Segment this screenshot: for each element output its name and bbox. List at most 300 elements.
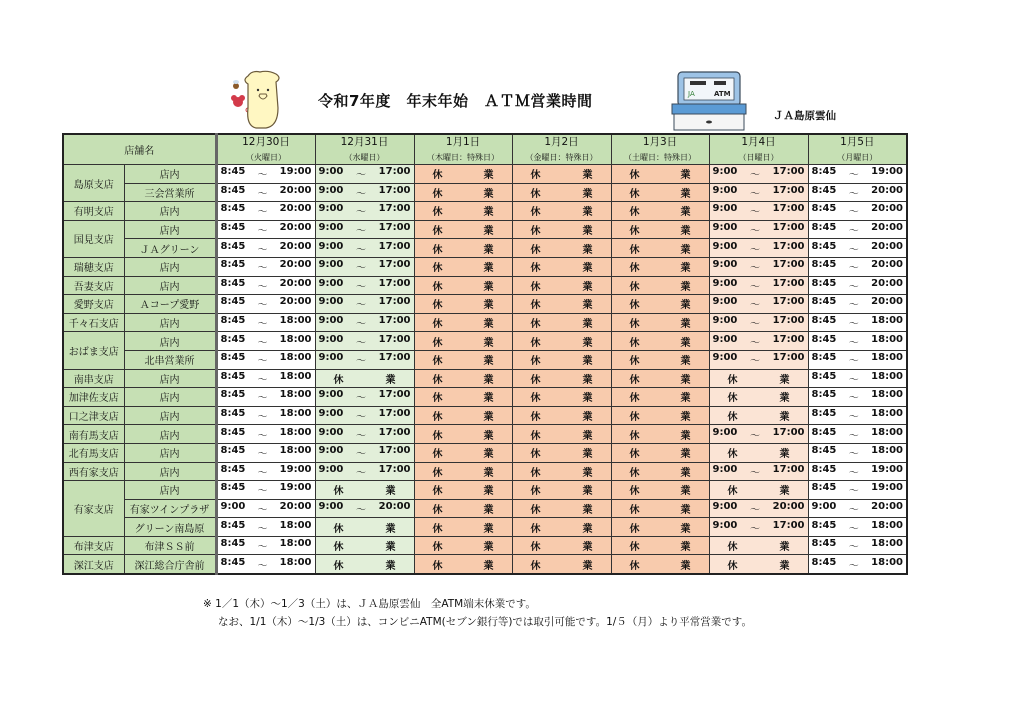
day-weekday: （月曜日）	[837, 153, 878, 162]
hours-cell	[808, 481, 907, 500]
close-time: 19:00	[279, 463, 312, 475]
open-time: 8:45	[811, 556, 837, 568]
closed-label: 業	[582, 412, 593, 424]
closed-cell	[315, 536, 414, 555]
closed-cell	[512, 220, 611, 239]
closed-label: 業	[680, 486, 691, 498]
atm-hours-table	[62, 133, 908, 575]
table-row	[63, 499, 907, 518]
hours-cell	[315, 183, 414, 202]
tilde: ～	[848, 170, 859, 182]
table-row	[63, 518, 907, 537]
hours-cell	[808, 257, 907, 276]
open-time: 9:00	[318, 296, 344, 308]
store-name: 口之津支店	[63, 406, 124, 425]
closed-cell	[709, 536, 808, 555]
svg-text:ATM: ATM	[714, 90, 731, 98]
open-time: 9:00	[318, 333, 344, 345]
closed-cell	[414, 332, 512, 351]
open-time: 8:45	[811, 538, 837, 550]
close-time: 20:00	[871, 277, 903, 289]
hours-cell	[315, 257, 414, 276]
tilde: ～	[848, 374, 859, 386]
closed-label: 休	[530, 281, 541, 293]
hours-cell	[808, 518, 907, 537]
atm-location: 店内	[124, 220, 216, 239]
open-time: 8:45	[220, 296, 246, 308]
close-time: 18:00	[871, 519, 903, 531]
hours-cell	[216, 406, 315, 425]
closed-label: 業	[680, 337, 691, 349]
closed-cell	[414, 462, 512, 481]
table-row	[63, 555, 907, 574]
mascot-dog-icon	[228, 68, 288, 134]
hours-cell	[315, 276, 414, 295]
open-time: 8:45	[811, 184, 837, 196]
tilde: ～	[750, 244, 761, 256]
open-time: 8:45	[220, 315, 246, 327]
close-time: 18:00	[871, 426, 903, 438]
tilde: ～	[848, 393, 859, 405]
closed-label: 業	[680, 393, 691, 405]
header-row	[63, 134, 907, 165]
tilde: ～	[257, 467, 268, 479]
closed-cell	[414, 295, 512, 314]
closed-label: 休	[629, 560, 640, 572]
close-time: 17:00	[378, 463, 411, 475]
closed-label: 業	[385, 486, 396, 498]
closed-cell	[414, 313, 512, 332]
store-name: 千々石支店	[63, 313, 124, 332]
closed-label: 業	[582, 244, 593, 256]
close-time: 17:00	[378, 240, 411, 252]
tilde: ～	[257, 281, 268, 293]
closed-label: 業	[680, 281, 691, 293]
closed-label: 業	[483, 449, 494, 461]
closed-label: 休	[629, 523, 640, 535]
table-row	[63, 425, 907, 444]
hours-cell	[808, 332, 907, 351]
hours-cell	[709, 257, 808, 276]
closed-label: 休	[333, 374, 344, 386]
open-time: 8:45	[811, 240, 837, 252]
closed-label: 業	[582, 504, 593, 516]
close-time: 17:00	[378, 184, 411, 196]
closed-label: 休	[629, 263, 640, 275]
closed-label: 休	[530, 467, 541, 479]
closed-label: 休	[530, 337, 541, 349]
closed-label: 業	[779, 542, 790, 554]
closed-cell	[414, 536, 512, 555]
closed-label: 業	[483, 263, 494, 275]
hours-cell	[315, 443, 414, 462]
closed-label: 休	[432, 170, 443, 182]
closed-label: 休	[432, 300, 443, 312]
day-date: 1月1日	[445, 136, 481, 148]
closed-label: 業	[680, 300, 691, 312]
closed-label: 休	[727, 486, 738, 498]
open-time: 9:00	[318, 222, 344, 234]
tilde: ～	[257, 319, 268, 331]
close-time: 17:00	[378, 259, 411, 271]
closed-label: 業	[582, 281, 593, 293]
hours-cell	[315, 202, 414, 221]
closed-label: 業	[582, 542, 593, 554]
hours-cell	[808, 536, 907, 555]
open-time: 9:00	[318, 500, 344, 512]
day-header	[709, 134, 808, 165]
closed-cell	[512, 425, 611, 444]
closed-cell	[611, 202, 709, 221]
table-row	[63, 350, 907, 369]
tilde: ～	[848, 449, 859, 461]
table-row	[63, 369, 907, 388]
closed-cell	[512, 276, 611, 295]
closed-cell	[512, 555, 611, 574]
hours-cell	[216, 443, 315, 462]
atm-location: 店内	[124, 443, 216, 462]
open-time: 9:00	[712, 184, 738, 196]
open-time: 8:45	[220, 370, 246, 382]
day-header	[808, 134, 907, 165]
tilde: ～	[356, 393, 367, 405]
hours-cell	[315, 350, 414, 369]
day-header	[315, 134, 414, 165]
open-time: 9:00	[712, 333, 738, 345]
tilde: ～	[356, 188, 367, 200]
open-time: 9:00	[318, 445, 344, 457]
close-time: 17:00	[378, 389, 411, 401]
closed-label: 休	[432, 393, 443, 405]
tilde: ～	[356, 263, 367, 275]
hours-cell	[709, 183, 808, 202]
hours-cell	[808, 313, 907, 332]
closed-label: 業	[582, 430, 593, 442]
tilde: ～	[848, 504, 859, 516]
open-time: 8:45	[220, 352, 246, 364]
closed-label: 業	[582, 188, 593, 200]
atm-location: 店内	[124, 332, 216, 351]
closed-label: 業	[385, 560, 396, 572]
day-header	[216, 134, 315, 165]
closed-label: 業	[483, 300, 494, 312]
close-time: 19:00	[871, 482, 903, 494]
closed-label: 業	[680, 430, 691, 442]
open-time: 9:00	[712, 259, 738, 271]
closed-label: 休	[432, 207, 443, 219]
close-time: 18:00	[279, 370, 312, 382]
closed-label: 業	[680, 226, 691, 238]
close-time: 18:00	[279, 519, 312, 531]
closed-cell	[709, 369, 808, 388]
close-time: 18:00	[871, 408, 903, 420]
tilde: ～	[257, 226, 268, 238]
open-time: 8:45	[220, 426, 246, 438]
table-row	[63, 481, 907, 500]
atm-location: 布津ＳＳ前	[124, 536, 216, 555]
close-time: 20:00	[871, 222, 903, 234]
closed-label: 業	[680, 263, 691, 275]
atm-location: ＪＡグリーン	[124, 239, 216, 258]
tilde: ～	[257, 393, 268, 405]
closed-label: 休	[333, 542, 344, 554]
closed-label: 業	[483, 170, 494, 182]
close-time: 18:00	[279, 389, 312, 401]
tilde: ～	[257, 486, 268, 498]
closed-cell	[414, 518, 512, 537]
closed-label: 業	[483, 467, 494, 479]
close-time: 17:00	[772, 166, 805, 178]
hours-cell	[709, 425, 808, 444]
hours-cell	[315, 406, 414, 425]
close-time: 20:00	[279, 222, 312, 234]
tilde: ～	[257, 300, 268, 312]
store-name: 西有家支店	[63, 462, 124, 481]
tilde: ～	[356, 412, 367, 424]
hours-cell	[216, 183, 315, 202]
open-time: 8:45	[220, 389, 246, 401]
hours-cell	[709, 276, 808, 295]
day-weekday: （木曜日：特殊日）	[427, 153, 499, 162]
tilde: ～	[257, 207, 268, 219]
closed-label: 業	[680, 356, 691, 368]
open-time: 8:45	[811, 166, 837, 178]
svg-text:JA: JA	[688, 90, 695, 98]
table-row	[63, 388, 907, 407]
tilde: ～	[750, 207, 761, 219]
atm-location: 店内	[124, 406, 216, 425]
closed-cell	[611, 295, 709, 314]
tilde: ～	[750, 300, 761, 312]
closed-label: 休	[530, 449, 541, 461]
close-time: 20:00	[279, 500, 312, 512]
closed-label: 休	[629, 319, 640, 331]
store-name: 瑞穂支店	[63, 257, 124, 276]
closed-label: 業	[680, 244, 691, 256]
closed-label: 業	[385, 374, 396, 386]
closed-cell	[611, 369, 709, 388]
closed-cell	[611, 257, 709, 276]
open-time: 9:00	[712, 463, 738, 475]
closed-cell	[611, 350, 709, 369]
closed-cell	[414, 239, 512, 258]
tilde: ～	[257, 170, 268, 182]
closed-cell	[512, 443, 611, 462]
closed-label: 休	[432, 263, 443, 275]
open-time: 9:00	[318, 277, 344, 289]
closed-label: 業	[680, 449, 691, 461]
open-time: 8:45	[220, 259, 246, 271]
close-time: 17:00	[772, 352, 805, 364]
close-time: 20:00	[279, 203, 312, 215]
tilde: ～	[356, 300, 367, 312]
closed-label: 休	[432, 281, 443, 293]
closed-label: 業	[779, 412, 790, 424]
store-name: 有家支店	[63, 481, 124, 537]
store-name-header: 店舗名	[63, 134, 216, 165]
page-title: 令和7年度 年末年始 ＡＴＭ営業時間	[318, 92, 593, 110]
hours-cell	[315, 239, 414, 258]
close-time: 19:00	[871, 463, 903, 475]
closed-label: 休	[727, 560, 738, 572]
closed-cell	[414, 202, 512, 221]
closed-cell	[611, 462, 709, 481]
day-date: 1月4日	[741, 136, 776, 148]
closed-label: 休	[432, 449, 443, 461]
open-time: 9:00	[318, 426, 344, 438]
tilde: ～	[848, 560, 859, 572]
tilde: ～	[848, 356, 859, 368]
hours-cell	[808, 443, 907, 462]
close-time: 18:00	[279, 538, 312, 550]
closed-label: 休	[629, 281, 640, 293]
tilde: ～	[257, 337, 268, 349]
close-time: 18:00	[871, 333, 903, 345]
hours-cell	[808, 220, 907, 239]
open-time: 9:00	[712, 166, 738, 178]
closed-label: 業	[483, 486, 494, 498]
closed-cell	[512, 239, 611, 258]
hours-cell	[808, 425, 907, 444]
closed-cell	[512, 183, 611, 202]
closed-label: 休	[432, 412, 443, 424]
tilde: ～	[356, 430, 367, 442]
closed-label: 休	[530, 207, 541, 219]
tilde: ～	[848, 430, 859, 442]
organization-name: ＪＡ島原雲仙	[773, 110, 836, 122]
open-time: 8:45	[220, 482, 246, 494]
tilde: ～	[848, 300, 859, 312]
closed-cell	[512, 462, 611, 481]
close-time: 17:00	[772, 315, 805, 327]
close-time: 17:00	[772, 519, 805, 531]
tilde: ～	[750, 263, 761, 275]
closed-cell	[512, 350, 611, 369]
closed-cell	[512, 499, 611, 518]
closed-label: 休	[432, 542, 443, 554]
store-name: 愛野支店	[63, 295, 124, 314]
closed-label: 業	[582, 523, 593, 535]
hours-cell	[709, 239, 808, 258]
closed-cell	[611, 406, 709, 425]
hours-cell	[709, 313, 808, 332]
closed-label: 業	[680, 207, 691, 219]
close-time: 20:00	[378, 500, 411, 512]
hours-cell	[216, 555, 315, 574]
closed-label: 業	[680, 170, 691, 182]
closed-label: 休	[432, 560, 443, 572]
open-time: 9:00	[318, 389, 344, 401]
atm-location: 店内	[124, 425, 216, 444]
close-time: 20:00	[871, 203, 903, 215]
tilde: ～	[257, 430, 268, 442]
open-time: 9:00	[220, 500, 246, 512]
close-time: 20:00	[279, 277, 312, 289]
open-time: 8:45	[220, 240, 246, 252]
open-time: 9:00	[712, 352, 738, 364]
hours-cell	[808, 555, 907, 574]
open-time: 8:45	[811, 370, 837, 382]
closed-cell	[611, 313, 709, 332]
open-time: 8:45	[811, 426, 837, 438]
closed-label: 休	[530, 486, 541, 498]
day-weekday: （水曜日）	[344, 153, 385, 162]
closed-label: 業	[680, 319, 691, 331]
close-time: 17:00	[378, 296, 411, 308]
closed-label: 休	[629, 207, 640, 219]
table-row	[63, 295, 907, 314]
tilde: ～	[257, 523, 268, 535]
tilde: ～	[750, 356, 761, 368]
closed-cell	[414, 350, 512, 369]
closed-label: 業	[582, 449, 593, 461]
closed-label: 休	[629, 486, 640, 498]
closed-label: 休	[432, 374, 443, 386]
atm-location: 店内	[124, 369, 216, 388]
tilde: ～	[750, 170, 761, 182]
closed-cell	[414, 276, 512, 295]
hours-cell	[315, 295, 414, 314]
close-time: 17:00	[772, 296, 805, 308]
closed-label: 休	[530, 356, 541, 368]
closed-cell	[512, 518, 611, 537]
closed-label: 業	[680, 467, 691, 479]
day-header	[512, 134, 611, 165]
atm-location: 店内	[124, 388, 216, 407]
store-name: 島原支店	[63, 165, 124, 202]
closed-label: 業	[483, 281, 494, 293]
hours-cell	[808, 499, 907, 518]
closed-label: 業	[582, 467, 593, 479]
closed-cell	[709, 443, 808, 462]
close-time: 20:00	[871, 500, 903, 512]
closed-label: 業	[385, 542, 396, 554]
day-date: 1月3日	[642, 136, 678, 148]
hours-cell	[709, 165, 808, 184]
tilde: ～	[848, 319, 859, 331]
closed-label: 業	[680, 374, 691, 386]
open-time: 9:00	[318, 352, 344, 364]
closed-label: 業	[483, 244, 494, 256]
closed-label: 休	[727, 374, 738, 386]
closed-cell	[414, 406, 512, 425]
day-weekday: （火曜日）	[246, 153, 286, 162]
closed-cell	[611, 183, 709, 202]
tilde: ～	[750, 188, 761, 200]
tilde: ～	[750, 319, 761, 331]
close-time: 20:00	[279, 296, 312, 308]
tilde: ～	[257, 188, 268, 200]
hours-cell	[216, 518, 315, 537]
close-time: 20:00	[871, 259, 903, 271]
close-time: 18:00	[871, 352, 903, 364]
store-name: 北有馬支店	[63, 443, 124, 462]
closed-label: 休	[629, 449, 640, 461]
atm-location: Ａコープ愛野	[124, 295, 216, 314]
open-time: 8:45	[811, 203, 837, 215]
tilde: ～	[848, 467, 859, 479]
tilde: ～	[848, 486, 859, 498]
tilde: ～	[356, 356, 367, 368]
close-time: 18:00	[279, 556, 312, 568]
closed-label: 休	[432, 244, 443, 256]
close-time: 17:00	[772, 277, 805, 289]
open-time: 8:45	[220, 184, 246, 196]
closed-label: 休	[530, 393, 541, 405]
table-row	[63, 462, 907, 481]
hours-cell	[216, 481, 315, 500]
closed-label: 業	[680, 504, 691, 516]
